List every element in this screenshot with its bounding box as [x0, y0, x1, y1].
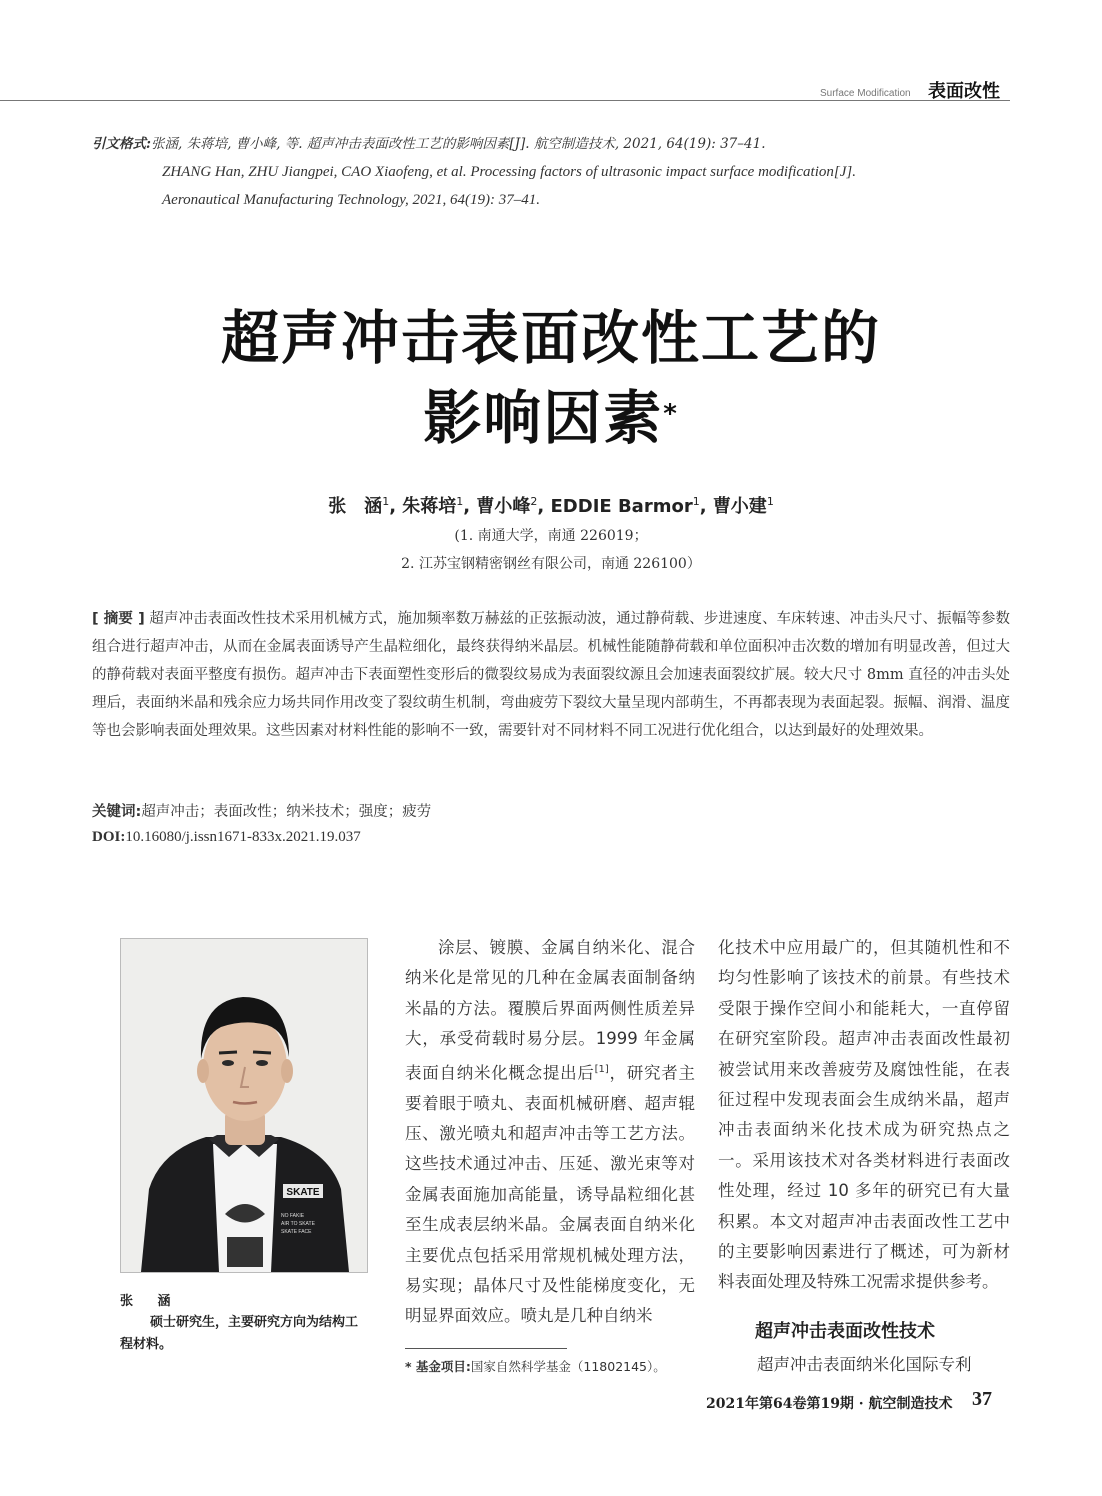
body-text: 涂层、镀膜、金属自纳米化、混合纳米化是常见的几种在金属表面制备纳米晶的方法。覆膜后界面两侧性质差异大，承受荷载时易分层。1999 年金属表面自纳米化概念提出后	[405, 938, 695, 1083]
abstract-text: 超声冲击表面改性技术采用机械方式，施加频率数万赫兹的正弦振动波，通过静荷载、步进速度、车床转速、冲击头尺寸、振幅等参数组合进行超声冲击，从而在金属表面诱导产生晶粒细化，最终获得纳米晶层。机械性能随静荷载和单位面积冲击次数的增加有明显改善，但过大的静荷载对表面平整度有损伤。超声冲击下表面塑性变形后的微裂纹易成为表面裂纹源且会加速表面裂纹扩展。较大尺寸 8mm 直径的冲击头处理后，表面纳米晶和残余应力场共同作用改变了裂纹萌生机制，弯曲疲劳下裂纹大量呈现内部萌生，不再都表现为表面起裂。振幅、润滑、温度等也会影响表面处理效果。这些因素对材料性能的影响不一致，需要针对不同材料不同工况进行优化组合，以达到最好的处理效果。	[92, 611, 1010, 739]
doi-label: DOI:	[92, 829, 126, 845]
author-aff: 1	[382, 495, 390, 508]
keywords-label: 关键词:	[92, 804, 142, 820]
author-aff: 1	[766, 495, 774, 508]
reference-marker[interactable]: [1]	[594, 1063, 609, 1075]
page-footer: 2021年第64卷第19期 · 航空制造技术	[706, 1396, 953, 1412]
author-aff: 2	[530, 495, 538, 508]
jacket-text-2: AIR TO SKATE	[281, 1221, 315, 1227]
keywords-text: 超声冲击；表面改性；纳米技术；强度；疲劳	[141, 804, 432, 820]
page-number: 37	[972, 1388, 992, 1410]
affiliation-line2: 2. 江苏宝钢精密钢丝有限公司，南通 226100）	[401, 556, 701, 572]
citation-block	[92, 130, 1022, 214]
jacket-text-3: SKATE FACE	[281, 1229, 312, 1235]
body-column-2	[718, 933, 1010, 1298]
body-text: ，研究者主要着眼于喷丸、表面机械研磨、超声辊压、激光喷丸和超声冲击等工艺方法。这些技术通过冲击、压延、激光束等对金属表面施加高能量，诱导晶粒细化甚至生成表层纳米晶。金属表面自纳米化主要优点包括采用常规机械处理方法，易实现；晶体尺寸及性能梯度变化，无明显界面效应。喷丸是几种自纳米	[405, 1063, 696, 1326]
header-section-cn: 表面改性	[928, 81, 1000, 102]
title-footnote-mark: *	[663, 399, 679, 429]
affiliation-line1: (1. 南通大学，南通 226019；	[454, 528, 648, 544]
body-column-1	[405, 933, 695, 1332]
footnote-text: 国家自然科学基金（11802145）。	[470, 1359, 666, 1374]
author-portrait-image	[121, 939, 367, 1272]
photo-caption-name: 张 涵	[120, 1294, 181, 1309]
title-line2: 影响因素	[423, 384, 664, 452]
citation-cn: 张涵, 朱蒋培, 曹小峰, 等. 超声冲击表面改性工艺的影响因素[J]. 航空制造技术, 2021, 64(19): 37–41.	[150, 136, 766, 152]
abstract-label: [ 摘要 ]	[92, 611, 145, 627]
author-name: EDDIE Barmor	[550, 496, 693, 517]
photo-caption-desc: 硕士研究生，主要研究方向为结构工程材料。	[120, 1315, 359, 1352]
header-rule	[0, 100, 1010, 101]
section-heading: 超声冲击表面改性技术	[755, 1321, 935, 1342]
author-name: 张 涵	[328, 496, 383, 517]
jacket-logo-text: SKATE	[286, 1187, 320, 1198]
doi	[92, 829, 361, 846]
citation-en-line2: Aeronautical Manufacturing Technology, 2021, 64(19): 37–41.	[162, 192, 541, 208]
keywords	[92, 800, 431, 821]
jacket-text-1: NO FAKIE	[281, 1213, 305, 1219]
author-photo	[120, 938, 368, 1273]
body-text: 化技术中应用最广的，但其随机性和不均匀性影响了该技术的前景。有些技术受限于操作空间小和能耗大，一直停留在研究室阶段。超声冲击表面改性最初被尝试用来改善疲劳及腐蚀性能，在表征过程中发现表面会生成纳米晶，超声冲击表面纳米化技术成为研究热点之一。采用该技术对各类材料进行表面改性处理，经过 10 多年的研究已有大量积累。本文对超声冲击表面改性工艺中的主要影响因素进行了概述，可为新材料表面处理及特殊工况需求提供参考。	[718, 938, 1010, 1292]
abstract	[92, 605, 1010, 745]
doi-link[interactable]: 10.16080/j.issn1671-833x.2021.19.037	[125, 829, 361, 845]
title-line1: 超声冲击表面改性工艺的	[220, 304, 881, 372]
citation-en-line1: ZHANG Han, ZHU Jiangpei, CAO Xiaofeng, et al. Processing factors of ultrasonic impact surface modification[J].	[162, 164, 856, 180]
author-name: 朱蒋培	[402, 496, 457, 517]
author-aff: 1	[692, 495, 700, 508]
author-name: 曹小建	[712, 496, 767, 517]
section-text: 超声冲击表面纳米化国际专利	[757, 1355, 972, 1374]
footnote	[405, 1357, 666, 1375]
paper-title	[0, 298, 1102, 458]
author-aff: 1	[456, 495, 464, 508]
author-list: 张 涵$^1$, 朱蒋培$^1$, 曹小峰$^2$, EDDIE Barmor$^1$, 曹小建$^1$	[328, 495, 774, 517]
footnote-rule	[405, 1348, 567, 1349]
citation-label: 引文格式:	[92, 136, 151, 152]
header-section-en: Surface Modification	[820, 88, 911, 99]
author-name: 曹小峰	[476, 496, 531, 517]
footnote-label: * 基金项目:	[405, 1359, 471, 1374]
